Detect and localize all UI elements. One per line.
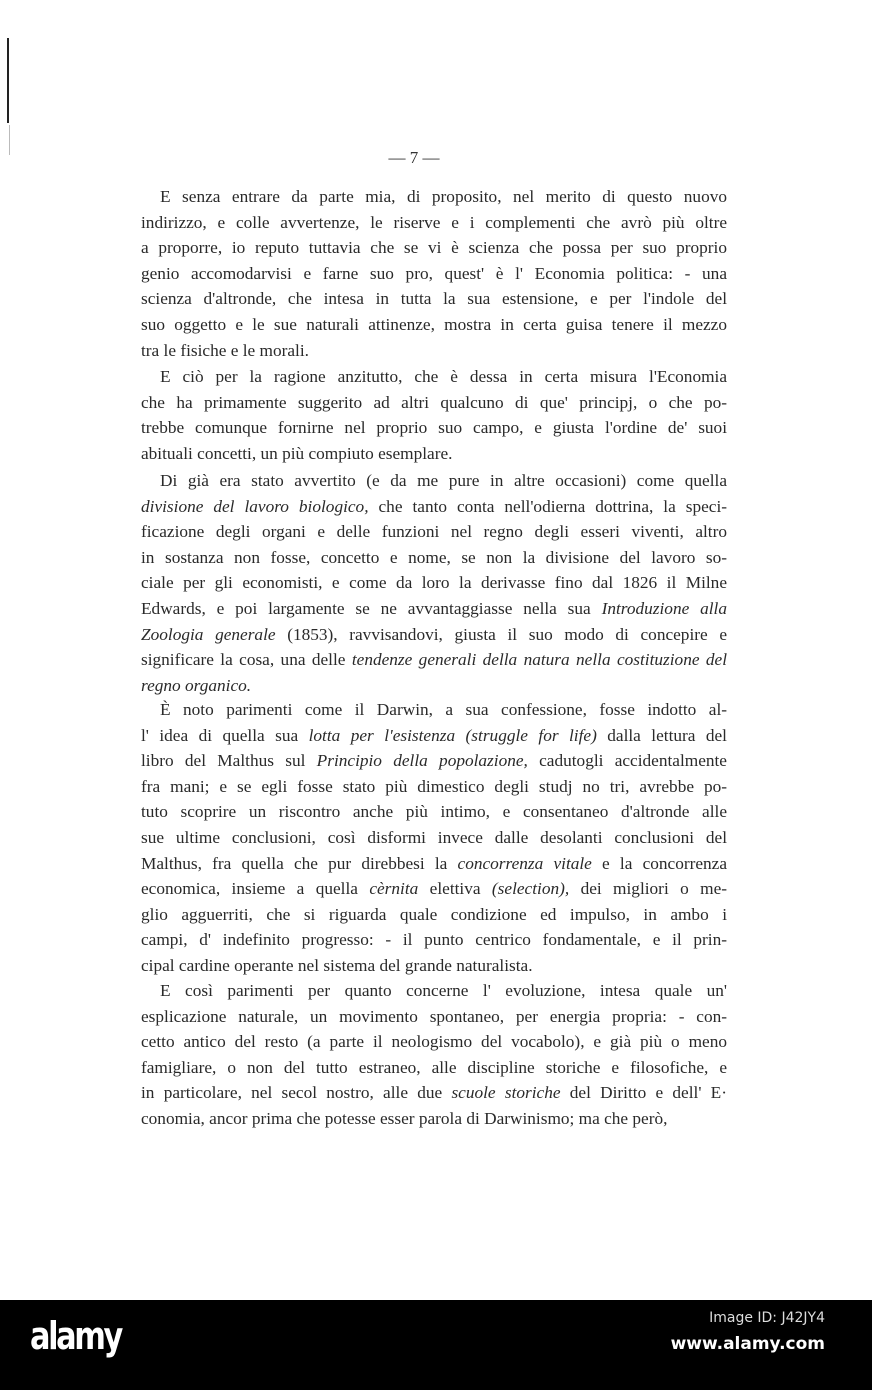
text-segment: cetto antico del resto (a parte il neologismo del vocabolo), e già più o meno [141, 1032, 727, 1052]
text-segment: conomia, ancor prima che potesse esser parola di Darwinismo; ma che però, [141, 1109, 668, 1128]
text-line [141, 955, 727, 977]
text-segment: trebbe comunque fornirne nel proprio suo campo, e giusta l'ordine de' suoi [141, 418, 727, 438]
text-segment: che tanto conta nell'odierna dottrina, la speci- [368, 496, 727, 516]
text-line [141, 1006, 727, 1028]
text-segment: tuto scoprire un riscontro anche più intimo, e consentaneo d'altronde alle [141, 802, 727, 822]
text-line [141, 699, 727, 721]
text-line [141, 212, 727, 234]
text-line [141, 1082, 727, 1104]
text-line [141, 547, 727, 569]
italic-text: Principio della popolazione, [316, 751, 528, 771]
text-segment: cadutogli accidentalmente [527, 751, 727, 771]
italic-text: cèrnita [369, 879, 419, 899]
text-segment: elettiva [418, 879, 492, 899]
italic-text: lotta per l'esistenza (struggle for life) [308, 725, 597, 745]
text-segment: dei migliori o me- [569, 879, 728, 899]
italic-text: tendenze generali della natura nella costituzione del [351, 650, 727, 670]
text-line [141, 314, 727, 336]
text-line [141, 598, 727, 620]
text-line [141, 801, 727, 823]
text-segment: fra mani; e se egli fosse stato più dimestico degli studj no tri, avrebbe po- [141, 776, 727, 796]
text-line [141, 750, 727, 772]
text-segment: sue ultime conclusioni, così disformi invece dalle desolanti conclusioni del [141, 828, 727, 847]
text-segment: scienza d'altronde, che intesa in tutta la sua estensione, e per l'indole del [141, 289, 727, 309]
text-segment: abituali concetti, un più compiuto esemplare. [141, 443, 453, 463]
text-line [141, 649, 727, 671]
text-segment: esplicazione naturale, un movimento spontaneo, per energia propria: - con- [141, 1006, 727, 1026]
text-segment: tra le fisiche e le morali. [141, 340, 309, 360]
text-segment: ficazione degli organi e delle funzioni nel regno degli esseri viventi, altro [141, 522, 727, 542]
text-segment: E ciò per la ragione anzitutto, che è dessa in certa misura l'Economia [160, 367, 727, 386]
image-id: Image ID: J42JY4 [709, 1310, 825, 1326]
text-segment: E senza entrare da parte mia, di proposito, nel merito di questo nuovo [160, 187, 727, 206]
text-segment: Malthus, fra quella che pur direbbesi la [141, 853, 458, 873]
text-line [141, 878, 727, 900]
text-line [141, 186, 727, 208]
text-line [141, 624, 727, 646]
text-segment: dalla lettura del [596, 725, 727, 745]
text-line [141, 443, 727, 465]
italic-text: concorrenza vitale [457, 853, 592, 873]
site-url: www.alamy.com [670, 1334, 825, 1354]
text-segment: che ha primamente suggerito ad altri qualcuno di que' principj, o che po- [141, 392, 727, 412]
text-line [141, 288, 727, 310]
text-line [141, 496, 727, 518]
page-number-text: — 7 — [388, 148, 440, 167]
text-segment: famigliare, o non del tutto estraneo, alle discipline storiche e filosofiche, e [141, 1057, 727, 1077]
text-line [141, 827, 727, 849]
text-segment: E così parimenti per quanto concerne l' evoluzione, intesa quale un' [160, 981, 727, 1000]
text-line [141, 904, 727, 926]
text-line [141, 929, 727, 951]
scan-edge-mark [7, 38, 9, 123]
italic-text: Zoologia generale [141, 624, 276, 644]
text-segment: l' idea di quella sua [141, 725, 309, 745]
italic-text: (selection), [491, 879, 570, 899]
text-segment: campi, d' indefinito progresso: - il punto centrico fondamentale, e il prin- [141, 930, 727, 950]
text-line [141, 1057, 727, 1079]
alamy-logo: alamy [30, 1314, 121, 1358]
text-segment: cipal cardine operante nel sistema del grande naturalista. [141, 956, 533, 975]
italic-text: divisione del lavoro biologico, [141, 496, 369, 516]
text-segment: economica, insieme a quella [141, 879, 370, 899]
text-segment: glio agguerriti, che si riguarda quale condizione ed impulso, in ambo i [141, 904, 727, 924]
text-line [141, 1108, 727, 1130]
text-segment: del Diritto e dell' E· [560, 1083, 727, 1103]
text-line [141, 366, 727, 388]
text-segment: in sostanza non fosse, concetto e nome, se non la divisione del lavoro so- [141, 547, 727, 567]
text-line [141, 237, 727, 259]
text-segment: in particolare, nel secol nostro, alle due [141, 1083, 452, 1103]
text-segment: (1853), ravvisandovi, giusta il suo modo di concepire e [275, 624, 727, 644]
watermark-bar [0, 1300, 872, 1390]
italic-text: scuole storiche [451, 1083, 561, 1103]
text-segment: significare la cosa, una delle [141, 650, 352, 670]
text-segment: a proporre, io reputo tuttavia che se vi è scienza che possa per suo proprio [141, 238, 727, 258]
text-segment: indirizzo, e colle avvertenze, le riserve e i complementi che avrò più oltre [141, 212, 727, 232]
page-number [0, 148, 872, 168]
italic-text: Introduzione alla [601, 599, 727, 618]
text-line [141, 725, 727, 747]
text-line [141, 263, 727, 285]
text-line [141, 980, 727, 1002]
text-line [141, 853, 727, 875]
text-line [141, 521, 727, 543]
text-line [141, 392, 727, 414]
text-segment: libro del Malthus sul [141, 751, 317, 771]
text-segment: suo oggetto e le sue naturali attinenze, mostra in certa guisa tenere il mezzo [141, 315, 727, 334]
text-line [141, 572, 727, 594]
text-line [141, 417, 727, 439]
text-segment: e la concorrenza [591, 853, 727, 873]
text-line [141, 340, 727, 362]
text-segment: genio accomodarvisi e farne suo pro, quest' è l' Economia politica: - una [141, 263, 727, 283]
italic-text: regno organico. [141, 675, 252, 695]
text-line [141, 1031, 727, 1053]
text-line [141, 470, 727, 492]
text-segment: Di già era stato avvertito (e da me pure in altre occasioni) come quella [160, 471, 727, 490]
text-line [141, 675, 727, 697]
text-segment: ciale per gli economisti, e come da loro la derivasse fino dal 1826 il Milne [141, 573, 727, 593]
text-segment: È noto parimenti come il Darwin, a sua confessione, fosse indotto al- [160, 700, 727, 719]
text-line [141, 776, 727, 798]
text-segment: Edwards, e poi largamente se ne avvantaggiasse nella sua [141, 599, 602, 618]
